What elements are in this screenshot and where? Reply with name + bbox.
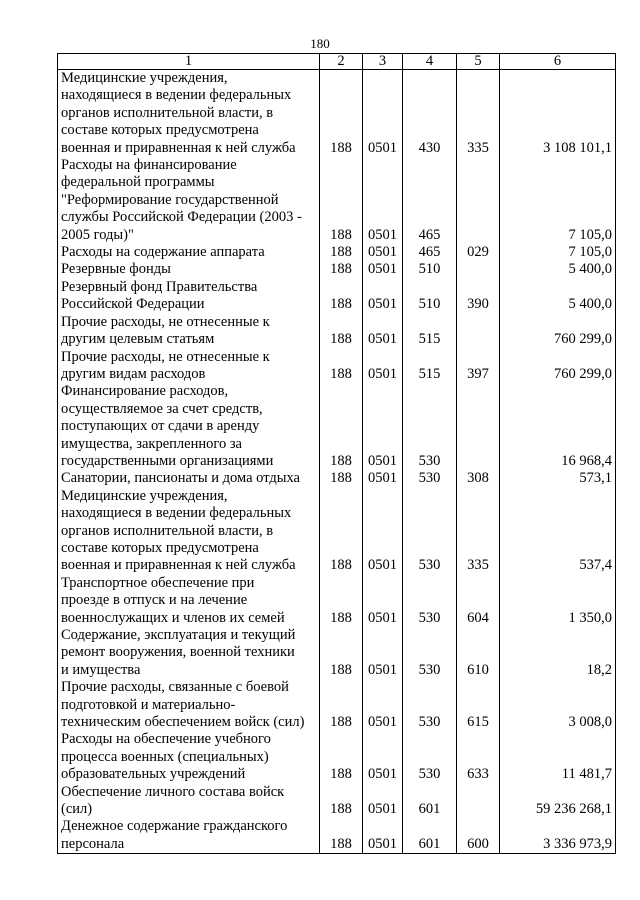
row-code-3: 0501 bbox=[363, 575, 403, 627]
row-description: Резервные фонды bbox=[58, 261, 320, 278]
row-code-4: 465 bbox=[403, 244, 457, 261]
row-code-4: 530 bbox=[403, 627, 457, 679]
row-code-5: 610 bbox=[457, 627, 500, 679]
column-header: 2 bbox=[320, 54, 363, 70]
row-code-3: 0501 bbox=[363, 157, 403, 244]
row-amount: 5 400,0 bbox=[500, 261, 616, 278]
row-code-3: 0501 bbox=[363, 488, 403, 575]
row-code-4: 530 bbox=[403, 383, 457, 470]
row-amount: 7 105,0 bbox=[500, 244, 616, 261]
row-code-4: 530 bbox=[403, 470, 457, 487]
row-description: Резервный фонд Правительства Российской Федерации bbox=[58, 279, 320, 314]
row-amount: 16 968,4 bbox=[500, 383, 616, 470]
row-code-3: 0501 bbox=[363, 70, 403, 158]
row-code-2: 188 bbox=[320, 349, 363, 384]
row-code-2: 188 bbox=[320, 261, 363, 278]
table-row bbox=[58, 383, 616, 470]
row-description: Прочие расходы, не отнесенные к другим видам расходов bbox=[58, 349, 320, 384]
table-row bbox=[58, 679, 616, 731]
row-code-3: 0501 bbox=[363, 818, 403, 853]
row-code-3: 0501 bbox=[363, 627, 403, 679]
row-description: Прочие расходы, не отнесенные к другим целевым статьям bbox=[58, 314, 320, 349]
row-description: Расходы на содержание аппарата bbox=[58, 244, 320, 261]
row-code-2: 188 bbox=[320, 488, 363, 575]
row-code-5: 397 bbox=[457, 349, 500, 384]
row-code-5: 633 bbox=[457, 731, 500, 783]
row-description: Содержание, эксплуатация и текущий ремонт вооружения, военной техники и имущества bbox=[58, 627, 320, 679]
table-row bbox=[58, 157, 616, 244]
table-row bbox=[58, 818, 616, 853]
row-code-5: 615 bbox=[457, 679, 500, 731]
row-amount: 5 400,0 bbox=[500, 279, 616, 314]
row-code-2: 188 bbox=[320, 314, 363, 349]
row-code-2: 188 bbox=[320, 157, 363, 244]
row-code-4: 601 bbox=[403, 818, 457, 853]
row-code-2: 188 bbox=[320, 279, 363, 314]
row-code-3: 0501 bbox=[363, 383, 403, 470]
column-header: 6 bbox=[500, 54, 616, 70]
row-code-2: 188 bbox=[320, 383, 363, 470]
row-code-3: 0501 bbox=[363, 470, 403, 487]
row-amount: 59 236 268,1 bbox=[500, 784, 616, 819]
row-description: Денежное содержание гражданского персонала bbox=[58, 818, 320, 853]
row-code-5 bbox=[457, 784, 500, 819]
column-header: 1 bbox=[58, 54, 320, 70]
row-code-4: 601 bbox=[403, 784, 457, 819]
table-row bbox=[58, 349, 616, 384]
row-code-2: 188 bbox=[320, 244, 363, 261]
row-code-3: 0501 bbox=[363, 784, 403, 819]
table-row bbox=[58, 488, 616, 575]
row-code-4: 530 bbox=[403, 575, 457, 627]
row-code-5 bbox=[457, 157, 500, 244]
row-code-4: 465 bbox=[403, 157, 457, 244]
row-code-3: 0501 bbox=[363, 279, 403, 314]
table-row bbox=[58, 314, 616, 349]
row-code-4: 510 bbox=[403, 261, 457, 278]
row-amount: 760 299,0 bbox=[500, 349, 616, 384]
row-description: Обеспечение личного состава войск (сил) bbox=[58, 784, 320, 819]
table-body bbox=[58, 70, 616, 854]
row-amount: 1 350,0 bbox=[500, 575, 616, 627]
row-code-4: 510 bbox=[403, 279, 457, 314]
column-header: 4 bbox=[403, 54, 457, 70]
row-code-3: 0501 bbox=[363, 261, 403, 278]
row-description: Расходы на финансирование федеральной программы "Реформирование государственной службы Российской Федерации (2003 - 2005 годы)" bbox=[58, 157, 320, 244]
row-code-3: 0501 bbox=[363, 731, 403, 783]
row-code-5: 308 bbox=[457, 470, 500, 487]
row-code-2: 188 bbox=[320, 470, 363, 487]
table-row bbox=[58, 575, 616, 627]
row-description: Расходы на обеспечение учебного процесса военных (специальных) образовательных учреждений bbox=[58, 731, 320, 783]
row-code-2: 188 bbox=[320, 70, 363, 158]
row-amount: 3 336 973,9 bbox=[500, 818, 616, 853]
page-number: 180 bbox=[310, 36, 330, 51]
row-description: Медицинские учреждения, находящиеся в ведении федеральных органов исполнительной власти, в составе которых предусмотрена военная и приравненная к ней служба bbox=[58, 488, 320, 575]
row-code-4: 430 bbox=[403, 70, 457, 158]
row-code-3: 0501 bbox=[363, 679, 403, 731]
row-amount: 7 105,0 bbox=[500, 157, 616, 244]
row-code-5: 600 bbox=[457, 818, 500, 853]
column-header: 5 bbox=[457, 54, 500, 70]
column-header: 3 bbox=[363, 54, 403, 70]
row-code-2: 188 bbox=[320, 784, 363, 819]
row-amount: 11 481,7 bbox=[500, 731, 616, 783]
table-row bbox=[58, 261, 616, 278]
table-row bbox=[58, 731, 616, 783]
table-row bbox=[58, 279, 616, 314]
row-code-4: 530 bbox=[403, 731, 457, 783]
row-code-5: 604 bbox=[457, 575, 500, 627]
row-code-2: 188 bbox=[320, 679, 363, 731]
row-code-4: 530 bbox=[403, 679, 457, 731]
row-amount: 573,1 bbox=[500, 470, 616, 487]
table-row bbox=[58, 470, 616, 487]
row-code-2: 188 bbox=[320, 818, 363, 853]
row-code-4: 530 bbox=[403, 488, 457, 575]
table-header-row bbox=[58, 54, 616, 70]
row-description: Транспортное обеспечение при проезде в отпуск и на лечение военнослужащих и членов их семей bbox=[58, 575, 320, 627]
row-code-4: 515 bbox=[403, 314, 457, 349]
row-amount: 3 108 101,1 bbox=[500, 70, 616, 158]
row-code-3: 0501 bbox=[363, 244, 403, 261]
row-description: Санатории, пансионаты и дома отдыха bbox=[58, 470, 320, 487]
row-description: Медицинские учреждения, находящиеся в ведении федеральных органов исполнительной власти, в составе которых предусмотрена военная и приравненная к ней служба bbox=[58, 70, 320, 158]
row-amount: 3 008,0 bbox=[500, 679, 616, 731]
row-amount: 537,4 bbox=[500, 488, 616, 575]
table-row bbox=[58, 627, 616, 679]
row-code-2: 188 bbox=[320, 731, 363, 783]
row-code-3: 0501 bbox=[363, 314, 403, 349]
row-code-2: 188 bbox=[320, 575, 363, 627]
row-code-5: 335 bbox=[457, 488, 500, 575]
row-code-5 bbox=[457, 314, 500, 349]
budget-table bbox=[57, 53, 616, 854]
table-row bbox=[58, 70, 616, 158]
row-amount: 18,2 bbox=[500, 627, 616, 679]
row-code-5: 029 bbox=[457, 244, 500, 261]
row-code-5 bbox=[457, 261, 500, 278]
row-description: Прочие расходы, связанные с боевой подготовкой и материально- техническим обеспечением войск (сил) bbox=[58, 679, 320, 731]
row-code-4: 515 bbox=[403, 349, 457, 384]
row-code-2: 188 bbox=[320, 627, 363, 679]
row-description: Финансирование расходов, осуществляемое за счет средств, поступающих от сдачи в аренду имущества, закрепленного за государственными организациями bbox=[58, 383, 320, 470]
table-row bbox=[58, 784, 616, 819]
table-row bbox=[58, 244, 616, 261]
row-code-3: 0501 bbox=[363, 349, 403, 384]
row-code-5: 335 bbox=[457, 70, 500, 158]
row-code-5 bbox=[457, 383, 500, 470]
row-amount: 760 299,0 bbox=[500, 314, 616, 349]
row-code-5: 390 bbox=[457, 279, 500, 314]
